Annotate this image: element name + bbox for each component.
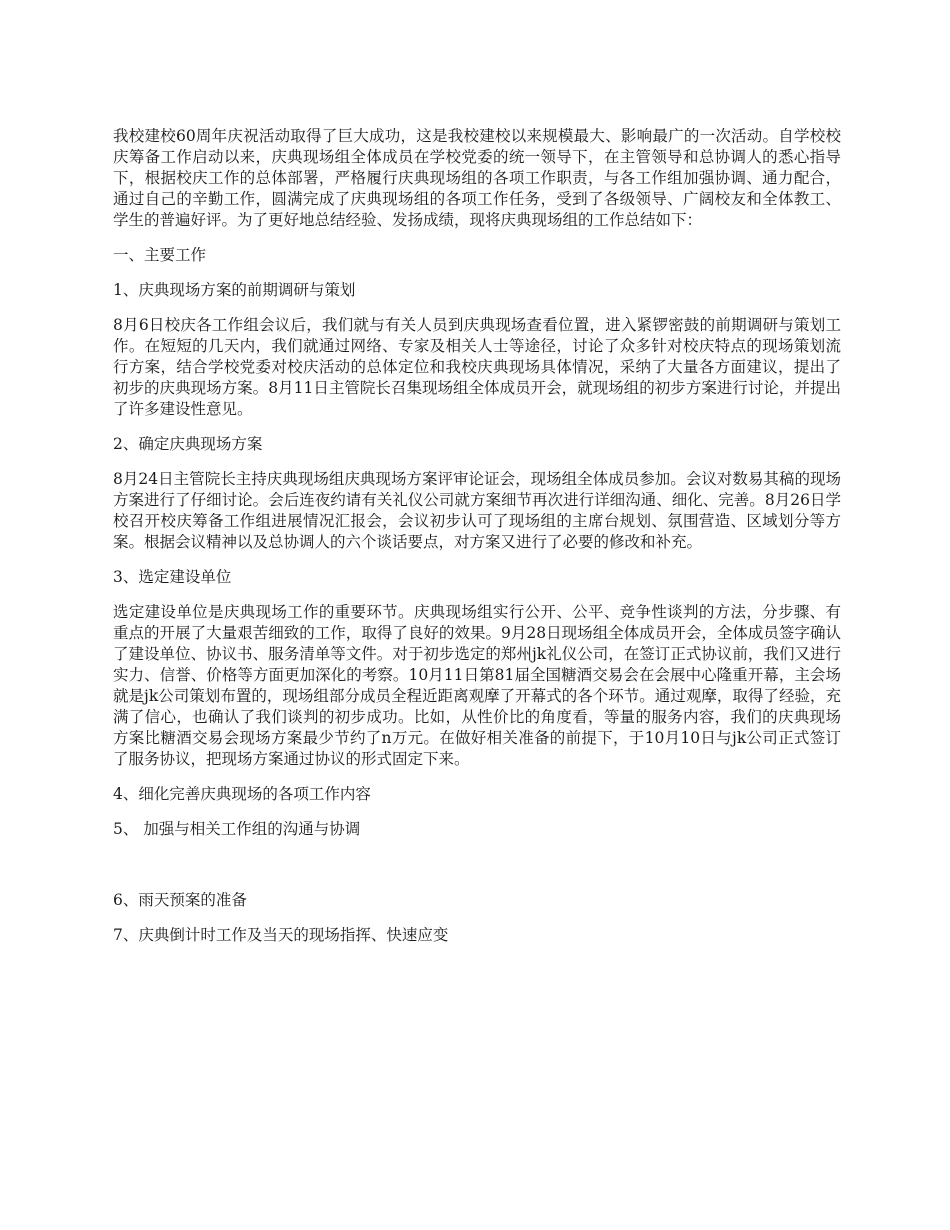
- item-6-heading: 6、雨天预案的准备: [113, 891, 247, 909]
- item-3-body: 选定建设单位是庆典现场工作的重要环节。庆典现场组实行公开、公平、竞争性谈判的方法，分步骤、有重点的开展了大量艰苦细致的工作，取得了良好的效果。9月28日现场组全体成员开会，全体成员签字确认了建设单位、协议书、服务清单等文件。对于初步选定的郑州jk礼仪公司，在签订正式协议前，我们又进行实力、信誉、价格等方面更加深化的考察。10月11日第81届全国糖酒交易会在会展中心隆重开幕，主会场就是jk公司策划布置的，现场组部分成员全程近距离观摩了开幕式的各个环节。通过观摩，取得了经验，充满了信心，也确认了我们谈判的初步成功。比如，从性价比的角度看，等量的服务内容，我们的庆典现场方案比糖酒交易会现场方案最少节约了n万元。在做好相关准备的前提下，于10月10日与jk公司正式签订了服务协议，把现场方案通过协议的形式固定下来。: [113, 603, 841, 768]
- item-4-heading: 4、细化完善庆典现场的各项工作内容: [113, 785, 371, 803]
- item-3-heading: 3、选定建设单位: [113, 568, 232, 586]
- item-1-heading: 1、庆典现场方案的前期调研与策划: [113, 281, 356, 299]
- item-7-heading: 7、庆典倒计时工作及当天的现场指挥、快速应变: [113, 926, 449, 944]
- intro-paragraph: 我校建校60周年庆祝活动取得了巨大成功，这是我校建校以来规模最大、影响最广的一次活动。自学校校庆筹备工作启动以来，庆典现场组全体成员在学校党委的统一领导下，在主管领导和总协调人的悉心指导下，根据校庆工作的总体部署，严格履行庆典现场组的各项工作职责，与各工作组加强协调、通力配合，通过自己的辛勤工作，圆满完成了庆典现场组的各项工作任务，受到了各级领导、广阔校友和全体教工、学生的普遍好评。为了更好地总结经验、发扬成绩，现将庆典现场组的工作总结如下：: [113, 127, 841, 229]
- item-2-body: 8月24日主管院长主持庆典现场组庆典现场方案评审论证会，现场组全体成员参加。会议对数易其稿的现场方案进行了仔细讨论。会后连夜约请有关礼仪公司就方案细节再次进行详细沟通、细化、完善。8月26日学校召开校庆筹备工作组进展情况汇报会，会议初步认可了现场组的主席台规划、氛围营造、区域划分等方案。根据会议精神以及总协调人的六个谈话要点，对方案又进行了必要的修改和补充。: [113, 470, 841, 551]
- blank-spacer: [113, 854, 841, 890]
- document-page: [113, 126, 841, 960]
- item-5-heading: 5、 加强与相关工作组的沟通与协调: [113, 820, 361, 838]
- item-2-heading: 2、确定庆典现场方案: [113, 435, 263, 453]
- section-title: 一、主要工作: [113, 246, 207, 264]
- item-1-body: 8月6日校庆各工作组会议后，我们就与有关人员到庆典现场查看位置，进入紧锣密鼓的前期调研与策划工作。在短短的几天内，我们就通过网络、专家及相关人士等途径，讨论了众多针对校庆特点的现场策划流行方案，结合学校党委对校庆活动的总体定位和我校庆典现场具体情况，采纳了大量各方面建议，提出了初步的庆典现场方案。8月11日主管院长召集现场组全体成员开会，就现场组的初步方案进行讨论，并提出了许多建设性意见。: [113, 316, 841, 418]
